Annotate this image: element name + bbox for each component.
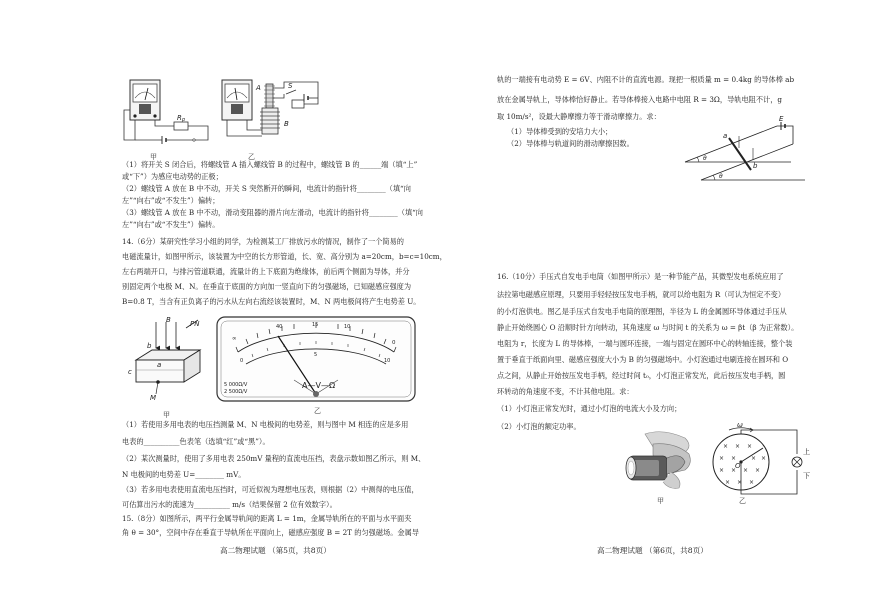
q13-line-6: 左”“向右”或“不发生”）偏转。: [122, 220, 220, 229]
q14-intro-line-1: 14.（6分）某研究性学习小组的同学，为检测某工厂排放污水的情况，制作了一个简易的: [122, 237, 404, 246]
figure-14-yi-caption: 乙: [314, 407, 321, 415]
svg-text:×: ×: [743, 467, 749, 474]
q13-line-1: （1）将开关 S 闭合后，将螺线管 A 插入螺线管 B 的过程中，螺线管 B 的______端（填“上”: [122, 160, 418, 169]
rp-label: R: [177, 114, 182, 122]
angle-theta-2: θ: [719, 173, 723, 180]
dim-c-label: c: [128, 368, 132, 376]
omega-label: ω: [737, 421, 743, 429]
q13-line-4: 左”“向右”或“不发生”）偏转；: [122, 196, 220, 205]
svg-text:×: ×: [737, 479, 743, 486]
q15-cont-line-3: 取 10m/s²，设最大静摩擦力等于滑动摩擦力。求：: [497, 112, 661, 121]
q15-part-2: （2）导体棒与轨道间的滑动摩擦因数。: [507, 139, 634, 148]
upper-terminal-label: 上: [803, 448, 810, 456]
svg-text:×: ×: [719, 455, 725, 462]
svg-text:×: ×: [755, 467, 761, 474]
solenoid-a-label: A: [256, 84, 261, 92]
svg-text:×: ×: [749, 479, 755, 486]
figure-13-jia-caption: 甲: [150, 153, 157, 161]
switch-s-label: S: [288, 82, 293, 90]
q14-part-line-6: 可估算出污水的流速为__________ m/s（结果保留 2 位有效数字）。: [122, 500, 337, 509]
dim-b-label: b: [147, 342, 152, 350]
figure-15-rails: [681, 115, 807, 184]
svg-text:15: 15: [312, 322, 319, 328]
q14-part-line-3: （2）某次测量时，使用了多用电表 250mV 量程的直流电压挡，表盘示数如图乙所示，则 M、: [122, 454, 426, 463]
meter-spec-2: 2 500Ω/V: [224, 389, 248, 395]
svg-text:×: ×: [731, 467, 737, 474]
meter-tick-5: 5: [314, 352, 318, 358]
right-page: [435, 0, 870, 615]
figure-16-yi-caption: 乙: [739, 497, 746, 505]
q13-line-3: （2）螺线管 A 放在 B 中不动，开关 S 突然断开的瞬间，电流计的指针将________（填“向: [122, 184, 411, 193]
q15-cont-line-2: 放在金属导轨上，导体棒恰好静止。若导体棒接入电路中电阻 R = 3Ω，导轨电阻不计，g: [497, 95, 782, 104]
q15-line-1: 15.（8分）如图所示，两平行金属导轨间的距离 L = 1m，金属导轨所在的平面与水平面夹: [122, 514, 412, 523]
svg-text:×: ×: [719, 467, 725, 474]
lower-terminal-label: 下: [803, 472, 810, 480]
q15-part-1: （1）导体棒受到的安培力大小；: [507, 127, 613, 136]
q14-part-line-2: 电表的__________色表笔（选填“红”或“黑”）。: [122, 437, 270, 446]
q14-intro-line-2: 电磁流量计，如图甲所示，该装置为中空的长方形管道，长、宽、高分别为 a=20cm，b=c=10cm，: [122, 252, 447, 261]
meter-scale-label: A—V—Ω: [302, 381, 336, 390]
figure-16-flashlight: [623, 428, 701, 494]
svg-text:0: 0: [392, 340, 396, 346]
figure-13-yi-caption: 乙: [248, 153, 255, 161]
meter-spec-1: 5 000Ω/V: [224, 382, 248, 388]
q16-part-1: （1）小灯泡正常发光时，通过小灯泡的电流大小及方向；: [497, 404, 682, 413]
svg-text:∞: ∞: [232, 336, 237, 342]
q16-line-7: 点之间，从静止开始按压发电手柄，经过时间 t₀，小灯泡正常发光，此后按压发电手柄，圆: [497, 371, 786, 380]
figure-14-jia: [126, 318, 208, 408]
q14-intro-line-5: B=0.8 T，当含有正负离子的污水从左向右流经该装置时，M、N 两电极间将产生电势差 U。: [122, 297, 421, 306]
q13-line-2: 或“下”）为感应电动势的正极；: [122, 172, 223, 181]
svg-text:×: ×: [751, 455, 757, 462]
q13-line-5: （3）螺线管 A 放在 B 中不动，滑动变阻器的滑片向左滑动，电流计的指针将________（填“向: [122, 208, 423, 217]
rod-b-label: b: [753, 162, 758, 170]
svg-text:×: ×: [725, 479, 731, 486]
right-footer: 高二物理试题 （第6页，共8页）: [597, 546, 708, 555]
q16-line-4: 静止开始绕圆心 O 沿顺时针方向转动，其角速度 ω 与时间 t 的关系为 ω = βt（β 为正常数）。: [497, 323, 799, 332]
q16-line-8: 环转动的角速度不变，不计其他电阻。求：: [497, 387, 634, 396]
angle-theta-1: θ: [703, 155, 707, 162]
emf-e-label: E: [779, 115, 784, 123]
dim-a-label: a: [157, 361, 162, 369]
figure-14-yi-meter: [216, 316, 416, 402]
field-b-label: B: [166, 316, 171, 324]
svg-text:×: ×: [761, 455, 767, 462]
q15-cont-line-1: 轨的一端接有电动势 E = 6V、内阻不计的直流电源。现把一根质量 m = 0.4kg 的导体棒 ab: [497, 75, 795, 84]
figure-13-jia: [122, 78, 214, 150]
solenoid-b-label: B: [284, 120, 289, 128]
svg-text:40: 40: [276, 324, 283, 330]
figure-16-ring: [705, 421, 813, 496]
q15-line-2: 角 θ = 30°，空间中存在垂直于导轨所在平面向上，磁感应强度 B = 2T 的匀强磁场。金属导: [122, 528, 419, 537]
q16-line-3: 的小灯泡供电。图乙是手压式自发电手电筒的原理图，半径为 L 的金属圆环导体通过手压从: [497, 307, 787, 316]
q16-line-5: 电阻为 r，长度为 L 的导体棒，一端与圆环连接，一端与固定在圆环中心的转轴连接，整个装: [497, 339, 793, 348]
center-o-label: O: [735, 462, 741, 470]
q16-line-1: 16.（10分）手压式自发电手电筒（如图甲所示）是一种节能产品，其微型发电系统应用了: [497, 272, 784, 281]
svg-text:×: ×: [747, 443, 753, 450]
q14-intro-line-3: 左右两端开口，与排污管道联通，流量计的上下底面为绝缘体，前后两个侧面为导体，并分: [122, 267, 410, 276]
q14-intro-line-4: 别固定两个电极 M、N。在垂直于底面的方向加一竖直向下的匀强磁场，已知磁感应强度为: [122, 282, 412, 291]
svg-text:10: 10: [344, 324, 351, 330]
svg-text:×: ×: [731, 455, 737, 462]
figure-16-jia-caption: 甲: [657, 497, 664, 505]
q16-part-2: （2）小灯泡的额定功率。: [497, 422, 581, 431]
rod-a-label: a: [723, 132, 728, 140]
electrode-m-label: M: [150, 394, 157, 402]
q14-part-line-5: （3）若多用电表使用直流电压挡时，可近似视为理想电压表，则根据（2）中测得的电压值，: [122, 485, 419, 494]
q14-part-line-4: N 电极间的电势差 U=________ mV。: [122, 470, 246, 479]
rp-sub-label: p: [182, 117, 186, 123]
figure-14-jia-caption: 甲: [163, 411, 170, 419]
q16-line-6: 置于垂直于纸面向里、磁感应强度大小为 B 的匀强磁场中。小灯泡通过电刷连接在圆环和 O: [497, 355, 789, 364]
figure-13-yi: [218, 78, 324, 150]
svg-text:×: ×: [723, 443, 729, 450]
meter-tick-10: 10: [384, 358, 391, 364]
electrode-pn-label: PN: [190, 320, 200, 328]
q14-part-line-1: （1）若使用多用电表的电压挡测量 M、N 电极间的电势差，则与图中 M 相连的应是多用: [122, 420, 409, 429]
left-footer: 高二物理试题 （第5页，共8页）: [220, 546, 331, 555]
q16-line-2: 法拉第电磁感应原理，只要用手轻轻按压发电手柄，就可以给电阻为 R（可认为恒定不变）: [497, 290, 786, 299]
svg-text:×: ×: [735, 443, 741, 450]
meter-tick-0: 0: [240, 358, 244, 364]
